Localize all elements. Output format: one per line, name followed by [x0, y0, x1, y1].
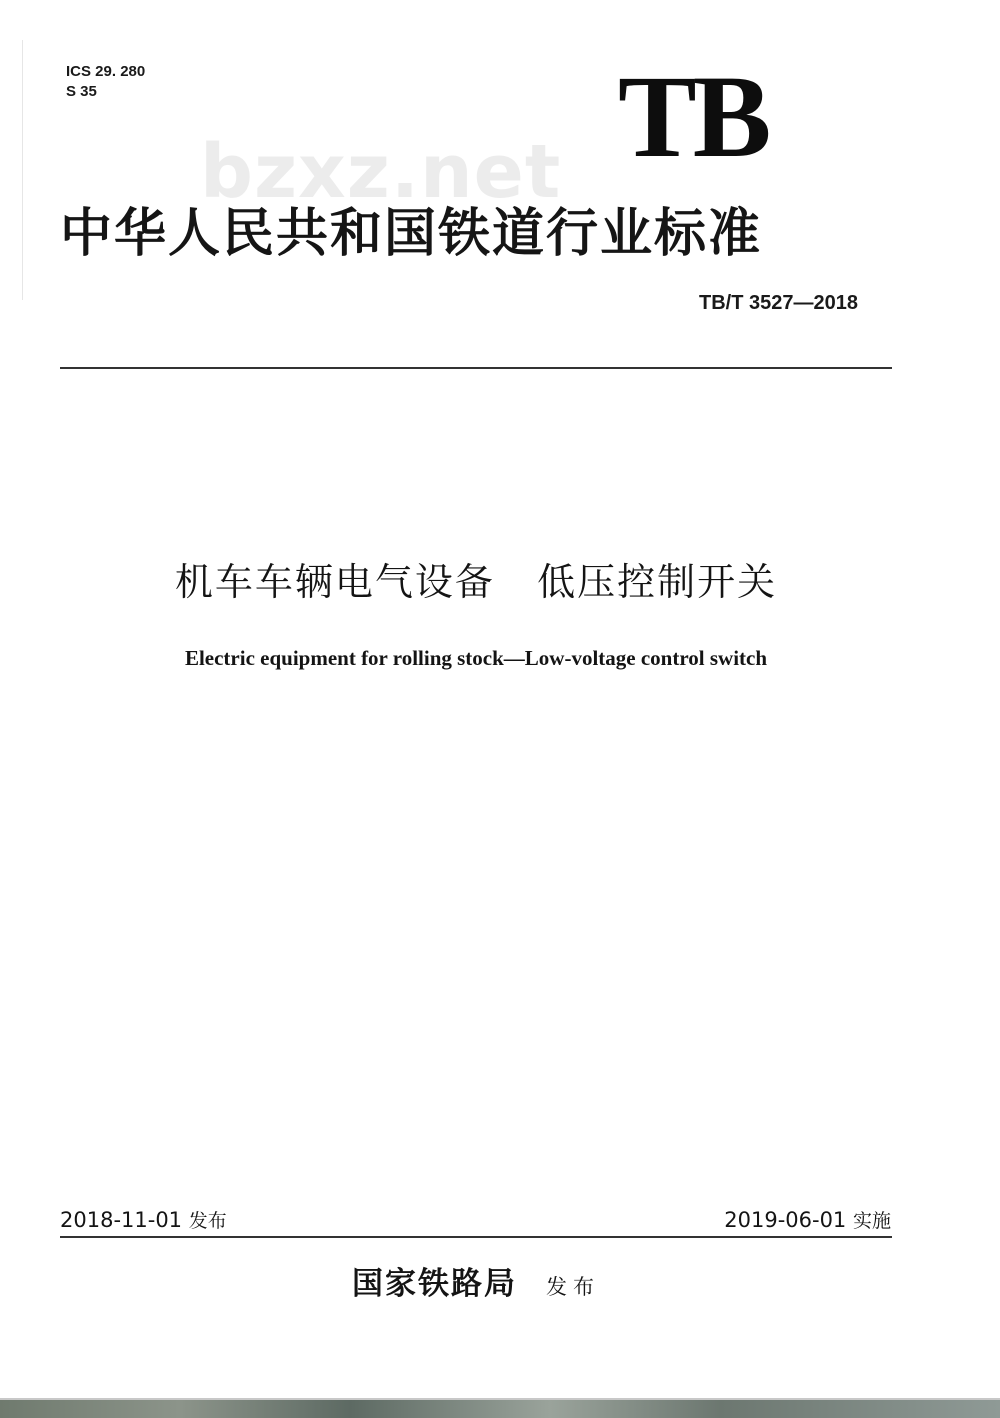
implementation-date: 2019-06-01	[724, 1208, 847, 1232]
ics-code: ICS 29. 280	[66, 63, 146, 80]
issue-date: 2018-11-01	[60, 1208, 183, 1232]
ccs-code: S 35	[66, 83, 97, 100]
tb-logo: TB	[618, 51, 768, 182]
publisher-name: 国家铁路局	[351, 1266, 517, 1302]
standard-category-title: 中华人民共和国铁道行业标准	[60, 204, 763, 264]
issue-date-block	[60, 1206, 227, 1235]
top-divider	[60, 367, 892, 369]
bottom-divider	[60, 1236, 892, 1238]
publisher-suffix: 发布	[546, 1275, 601, 1299]
publisher-block	[60, 1262, 892, 1309]
issue-label: 发布	[188, 1210, 227, 1232]
watermark: bzxz.net	[200, 129, 562, 215]
implementation-label: 实施	[852, 1210, 891, 1232]
document-title-english: Electric equipment for rolling stock—Low-voltage control switch	[184, 646, 768, 670]
standard-number: TB/T 3527—2018	[699, 292, 858, 314]
document-title-chinese: 机车车辆电气设备 低压控制开关	[174, 560, 778, 604]
scan-edge-line	[22, 40, 23, 300]
implementation-date-block	[560, 1206, 891, 1235]
scan-background-strip	[0, 1400, 1000, 1418]
classification-codes	[66, 62, 145, 102]
